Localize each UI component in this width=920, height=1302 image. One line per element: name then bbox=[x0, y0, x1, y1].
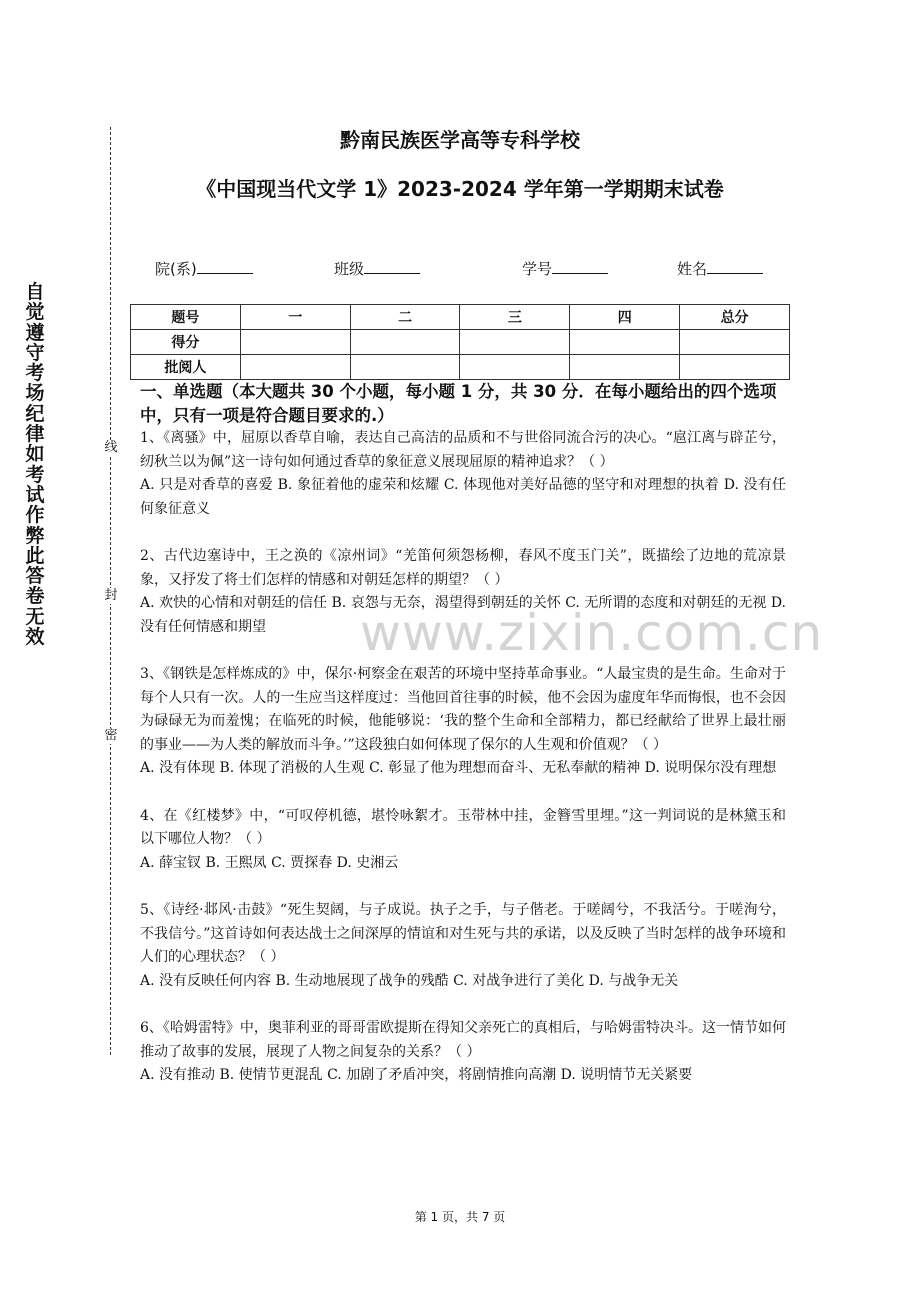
score-row-label: 得分 bbox=[131, 330, 241, 355]
department-label: 院(系) bbox=[155, 260, 197, 278]
header-cell-4: 四 bbox=[570, 305, 680, 330]
question-options: A. 薛宝钗 B. 王熙凤 C. 贾探春 D. 史湘云 bbox=[140, 854, 399, 871]
score-cell[interactable] bbox=[350, 330, 460, 355]
question-item bbox=[140, 805, 786, 876]
reviewer-cell[interactable] bbox=[460, 355, 570, 380]
question-stem: 2、古代边塞诗中，王之涣的《凉州词》“羌笛何须怨杨柳，春风不度玉门关”，既描绘了边地的荒凉景象，又抒发了将士们怎样的情感和对朝廷怎样的期望？（ ） bbox=[140, 548, 786, 588]
reviewer-cell[interactable] bbox=[570, 355, 680, 380]
class-blank bbox=[364, 259, 420, 274]
reviewer-row bbox=[131, 355, 790, 380]
department-blank bbox=[197, 259, 253, 274]
section-heading: 一、单选题（本大题共 30 个小题，每小题 1 分，共 30 分．在每小题给出的四个选项中，只有一项是符合题目要求的.） bbox=[140, 382, 777, 425]
question-stem: 1、《离骚》中，屈原以香草自喻，表达自己高洁的品质和不与世俗同流合污的决心。“扈江离与辟芷兮，纫秋兰以为佩”这一诗句如何通过香草的象征意义展现屈原的精神追求？（ ） bbox=[140, 430, 786, 470]
header-cell-3: 三 bbox=[460, 305, 570, 330]
class-field[interactable] bbox=[334, 258, 420, 279]
header-cell-total: 总分 bbox=[680, 305, 790, 330]
exam-title: 《中国现当代文学 1》2023-2024 学年第一学期期末试卷 bbox=[196, 177, 724, 201]
name-label: 姓名 bbox=[677, 260, 708, 278]
header-cell-question-no: 题号 bbox=[131, 305, 241, 330]
reviewer-cell[interactable] bbox=[240, 355, 350, 380]
page-number: 第 1 页，共 7 页 bbox=[414, 1210, 506, 1224]
score-cell[interactable] bbox=[460, 330, 570, 355]
question-item bbox=[140, 545, 786, 639]
header-cell-2: 二 bbox=[350, 305, 460, 330]
question-item bbox=[140, 1017, 786, 1088]
school-name: 黔南民族医学高等专科学校 bbox=[340, 128, 580, 152]
question-stem: 3、《钢铁是怎样炼成的》中，保尔·柯察金在艰苦的环境中坚持革命事业。“人最宝贵的是生命。生命对于每个人只有一次。人的一生应当这样度过：当他回首往事的时候，他不会因为虚度年华而悔恨，也不会因为碌碌无为而羞愧；在临死的时候，他能够说：‘我的整个生命和全部精力，都已经献给了世界上最壮丽的事业——为人类的解放而斗争。’”这段独白如何体现了保尔的人生观和价值观？（ ） bbox=[140, 666, 786, 753]
question-stem: 4、在《红楼梦》中，“可叹停机德，堪怜咏絮才。玉带林中挂，金簪雪里埋。”这一判词说的是林黛玉和以下哪位人物？（ ） bbox=[140, 807, 786, 847]
question-item bbox=[140, 663, 786, 781]
question-stem: 5、《诗经·邶风·击鼓》“死生契阔，与子成说。执子之手，与子偕老。于嗟阔兮，不我活兮。于嗟洵兮，不我信兮。”这首诗如何表达战士之间深厚的情谊和对生死与共的承诺，以及反映了当时怎样的战争环境和人们的心理状态？（ ） bbox=[140, 902, 786, 965]
question-item bbox=[140, 899, 786, 993]
score-cell[interactable] bbox=[680, 330, 790, 355]
score-table bbox=[130, 304, 790, 380]
name-blank bbox=[707, 259, 763, 274]
reviewer-cell[interactable] bbox=[680, 355, 790, 380]
watermark-text: www.zixin.com.cn bbox=[360, 604, 824, 662]
seal-mark-mi: 密 bbox=[104, 728, 118, 743]
question-item bbox=[140, 427, 786, 521]
student-id-label: 学号 bbox=[522, 260, 553, 278]
student-id-field[interactable] bbox=[522, 258, 608, 279]
question-options: A. 没有体现 B. 体现了消极的人生观 C. 彰显了他为理想而奋斗、无私奉献的精神 D. 说明保尔没有理想 bbox=[140, 760, 777, 776]
score-row bbox=[131, 330, 790, 355]
score-table-header-row bbox=[131, 305, 790, 330]
reviewer-cell[interactable] bbox=[350, 355, 460, 380]
seal-mark-xian: 线 bbox=[104, 440, 118, 455]
exam-discipline-notice: 自觉遵守考场纪律如考试作弊此答卷无效 bbox=[25, 281, 45, 649]
question-options: A. 没有推动 B. 使情节更混乱 C. 加剧了矛盾冲突，将剧情推向高潮 D. 说明情节无关紧要 bbox=[140, 1067, 693, 1083]
reviewer-row-label: 批阅人 bbox=[131, 355, 241, 380]
seal-mark-feng: 封 bbox=[104, 588, 118, 603]
question-options: A. 只是对香草的喜爱 B. 象征着他的虚荣和炫耀 C. 体现他对美好品德的坚守和对理想的执着 D. 没有任何象征意义 bbox=[140, 477, 786, 517]
student-id-blank bbox=[552, 259, 608, 274]
question-list bbox=[140, 427, 786, 1112]
name-field[interactable] bbox=[677, 258, 763, 279]
score-cell[interactable] bbox=[570, 330, 680, 355]
question-options: A. 没有反映任何内容 B. 生动地展现了战争的残酷 C. 对战争进行了美化 D. 与战争无关 bbox=[140, 972, 679, 989]
class-label: 班级 bbox=[334, 260, 365, 278]
question-stem: 6、《哈姆雷特》中，奥菲利亚的哥哥雷欧提斯在得知父亲死亡的真相后，与哈姆雷特决斗。这一情节如何推动了故事的发展，展现了人物之间复杂的关系？（ ） bbox=[140, 1020, 786, 1060]
score-cell[interactable] bbox=[240, 330, 350, 355]
department-field[interactable] bbox=[155, 258, 253, 279]
question-options: A. 欢快的心情和对朝廷的信任 B. 哀怨与无奈，渴望得到朝廷的关怀 C. 无所谓的态度和对朝廷的无视 D. 没有任何情感和期望 bbox=[140, 595, 786, 635]
header-cell-1: 一 bbox=[240, 305, 350, 330]
